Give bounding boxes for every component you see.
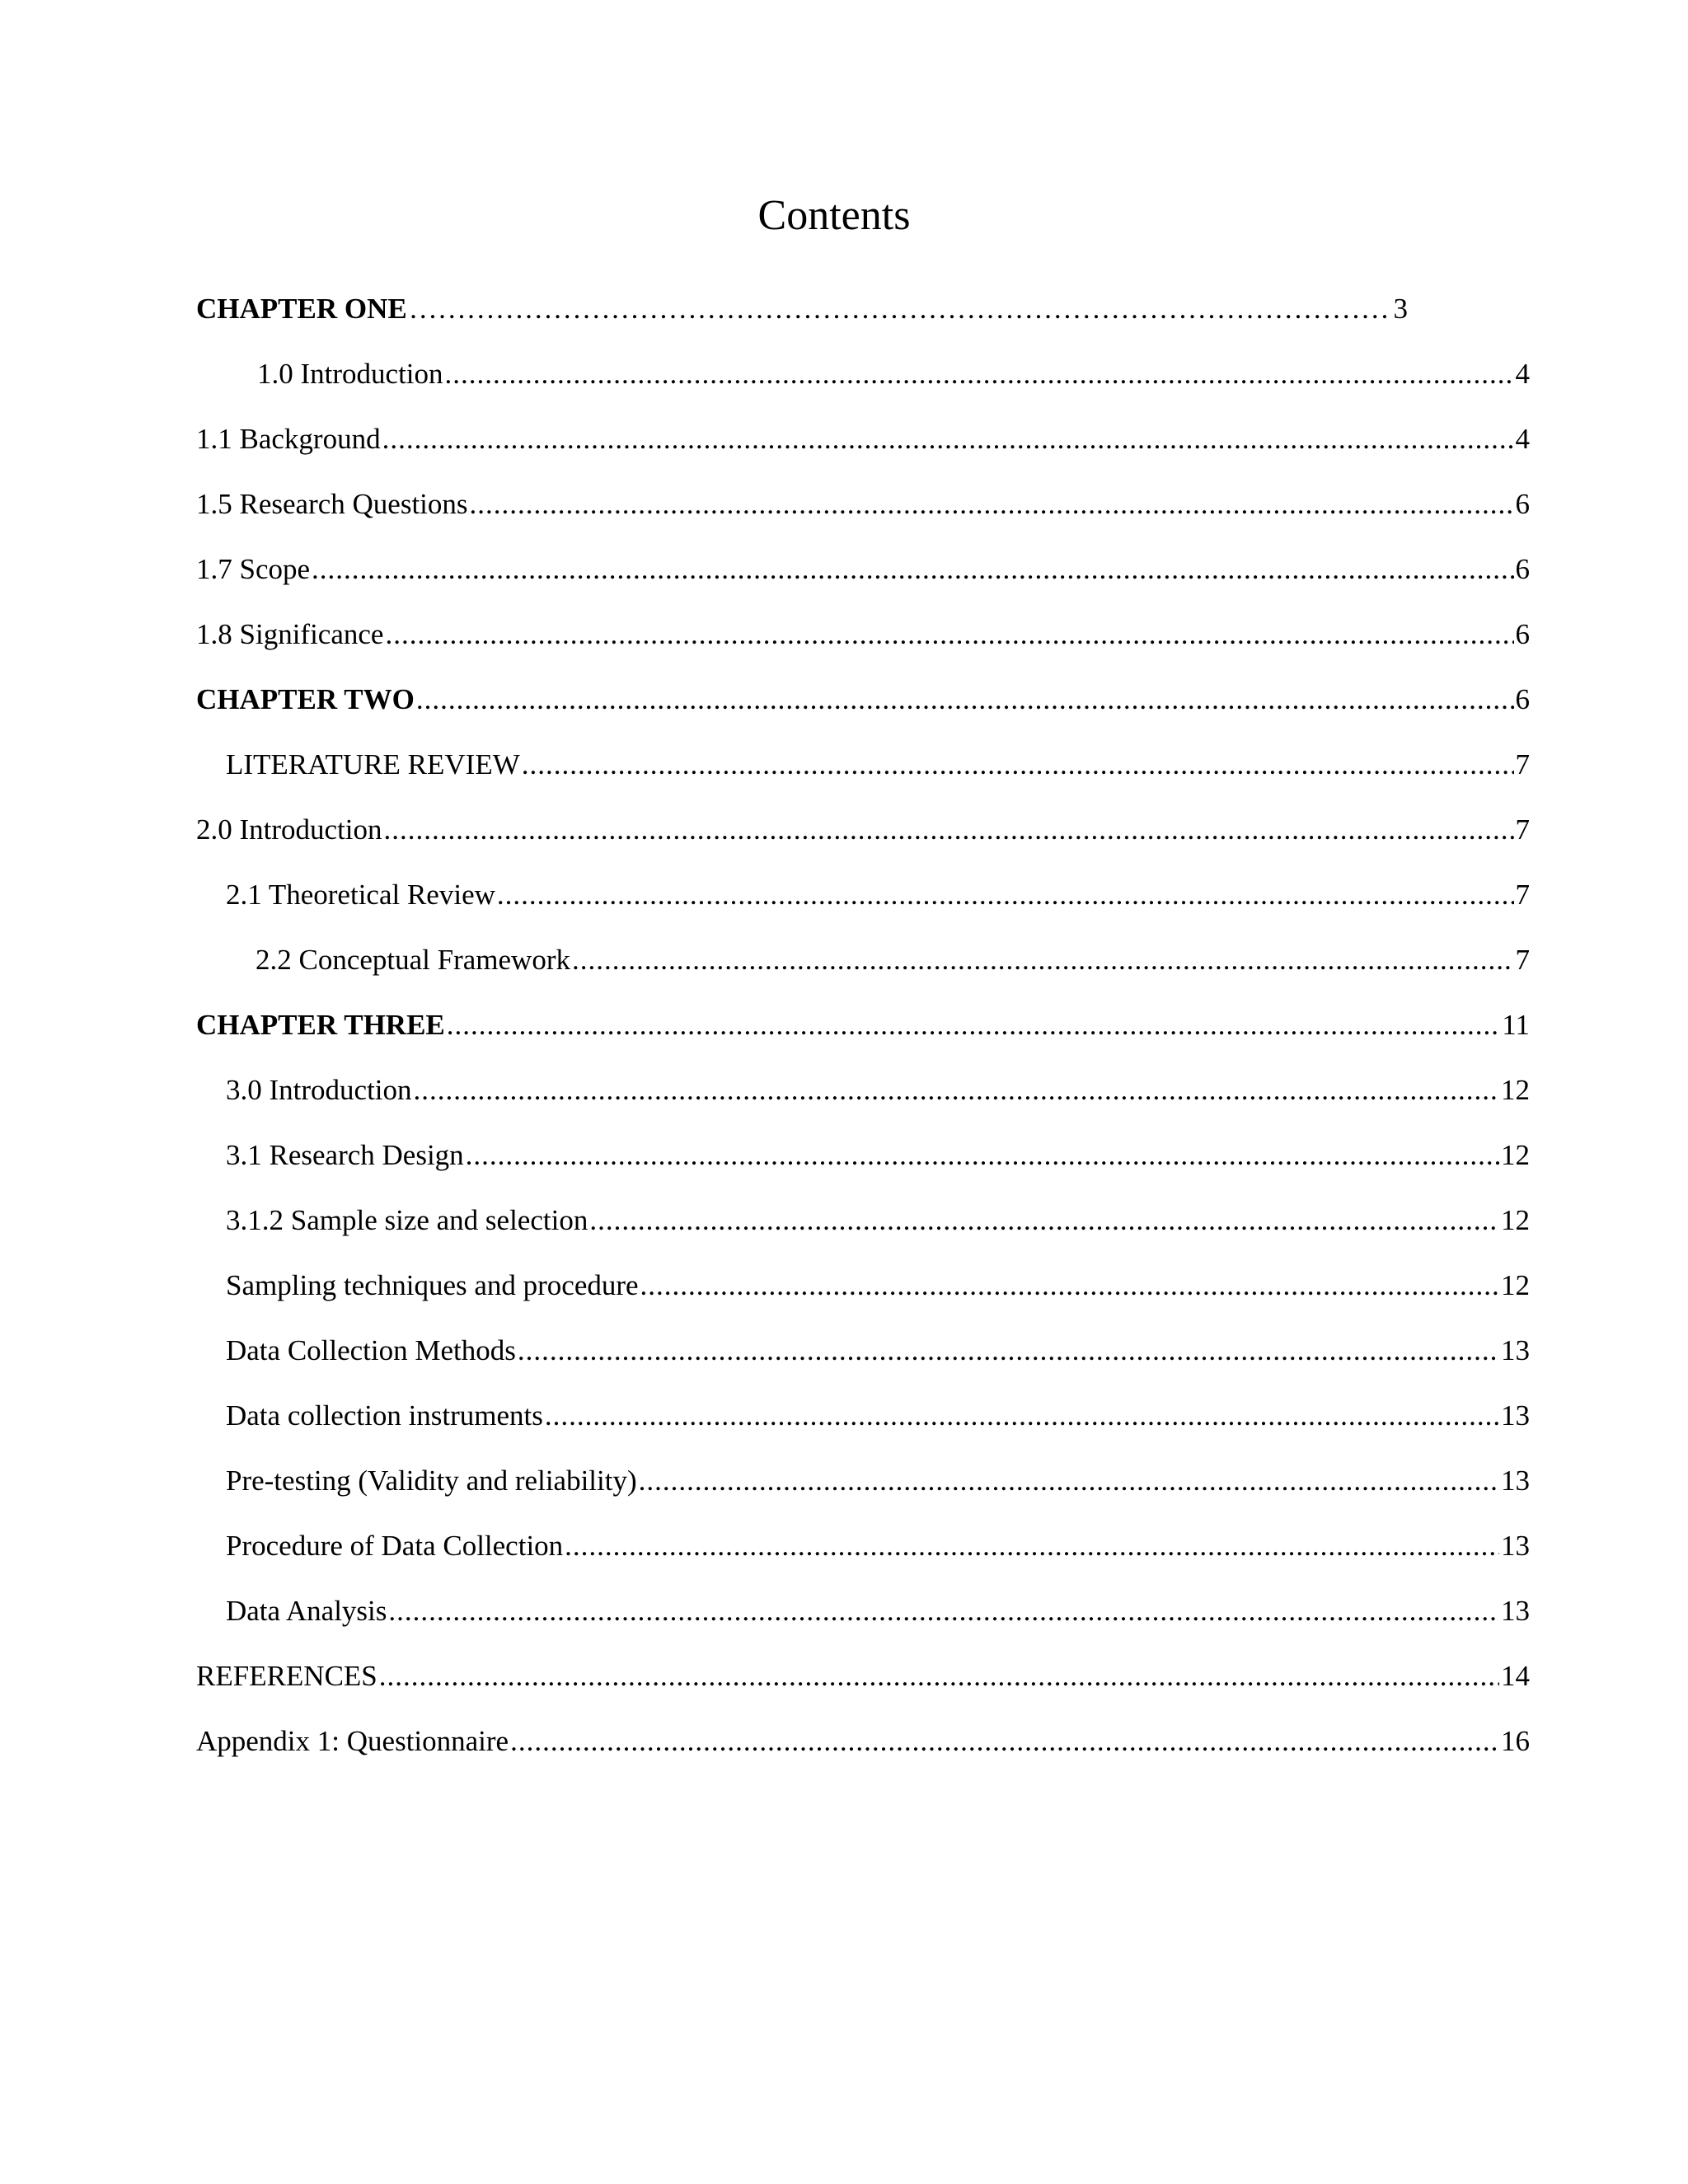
- toc-entry-label: 1.8 Significance: [196, 618, 384, 650]
- toc-page-number: 12: [1501, 1269, 1530, 1301]
- toc-leader: [565, 1526, 1499, 1567]
- toc-entry-label: Data Analysis: [226, 1595, 387, 1627]
- toc-page-number: 6: [1515, 488, 1530, 520]
- toc-leader: [388, 1591, 1499, 1632]
- toc-leader: [447, 1005, 1501, 1046]
- toc-entry-data-analysis[interactable]: [226, 1591, 1530, 1632]
- toc-page-number: 13: [1501, 1595, 1530, 1627]
- toc-entry-label: 2.0 Introduction: [196, 813, 382, 846]
- toc-entry-1-0-introduction[interactable]: [257, 354, 1530, 395]
- page-title: Contents: [757, 192, 911, 239]
- toc-leader: [416, 679, 1514, 720]
- toc-page-number: 16: [1501, 1725, 1530, 1757]
- toc-entry-label: CHAPTER ONE: [196, 293, 407, 325]
- toc-leader: [639, 1460, 1499, 1502]
- toc-page-number: 7: [1515, 879, 1530, 911]
- toc-leader: [640, 1265, 1499, 1306]
- toc-entry-label: CHAPTER TWO: [196, 683, 415, 715]
- toc-page-number: 6: [1515, 553, 1530, 585]
- toc-entry-label: 3.1 Research Design: [226, 1139, 464, 1171]
- toc-entry-label: CHAPTER THREE: [196, 1009, 445, 1041]
- toc-entry-chapter-three[interactable]: [196, 1005, 1530, 1046]
- toc-page-number: 12: [1501, 1204, 1530, 1236]
- toc-leader: [379, 1656, 1499, 1697]
- toc-page-number: 13: [1501, 1465, 1530, 1497]
- toc-page-number: 4: [1515, 423, 1530, 455]
- toc-page-number: 11: [1502, 1009, 1530, 1041]
- toc-entry-label: Data Collection Methods: [226, 1334, 516, 1366]
- toc-entry-data-collection-methods[interactable]: [226, 1330, 1530, 1371]
- toc-entry-label: 1.0 Introduction: [257, 358, 443, 390]
- toc-entry-sampling-techniques[interactable]: [226, 1265, 1530, 1306]
- toc-leader: [385, 614, 1513, 655]
- toc-entry-label: REFERENCES: [196, 1660, 377, 1692]
- toc-entry-1-5-research-questions[interactable]: [196, 484, 1530, 525]
- toc-entry-chapter-two[interactable]: [196, 679, 1530, 720]
- toc-entry-1-7-scope[interactable]: [196, 549, 1530, 590]
- toc-entry-label: Appendix 1: Questionnaire: [196, 1725, 509, 1757]
- toc-page-number: 13: [1501, 1530, 1530, 1562]
- toc-entry-references[interactable]: [196, 1656, 1530, 1697]
- toc-page-number: 13: [1501, 1334, 1530, 1366]
- toc-entry-label: 3.0 Introduction: [226, 1074, 412, 1106]
- toc-entry-1-8-significance[interactable]: [196, 614, 1530, 655]
- toc-entry-label: Pre-testing (Validity and reliability): [226, 1465, 637, 1497]
- toc-entry-label: 1.7 Scope: [196, 553, 311, 585]
- toc-page-number: 13: [1501, 1399, 1530, 1432]
- toc-leader: [545, 1395, 1499, 1436]
- toc-page-number: 4: [1515, 358, 1530, 390]
- toc-page-number: 7: [1515, 748, 1530, 780]
- toc-leader: [466, 1135, 1499, 1176]
- toc-leader: [470, 484, 1514, 525]
- toc-entry-label: Procedure of Data Collection: [226, 1530, 564, 1562]
- toc-leader: [518, 1330, 1499, 1371]
- toc-page-number: 6: [1515, 618, 1530, 650]
- toc-entry-label: 2.1 Theoretical Review: [226, 879, 495, 911]
- toc-entry-appendix-1[interactable]: [196, 1721, 1530, 1762]
- toc-page-number: 12: [1501, 1139, 1530, 1171]
- toc-page-number: 12: [1501, 1074, 1530, 1106]
- toc-entry-3-1-research-design[interactable]: [226, 1135, 1530, 1176]
- toc-leader: [572, 940, 1514, 981]
- toc-leader: [522, 744, 1514, 785]
- toc-entry-2-1-theoretical-review[interactable]: [226, 874, 1530, 916]
- toc-leader: [409, 288, 1392, 330]
- toc-page-number: 7: [1515, 944, 1530, 976]
- toc-entry-label: 3.1.2 Sample size and selection: [226, 1204, 588, 1236]
- toc-entry-label: LITERATURE REVIEW: [226, 748, 520, 780]
- toc-entry-label: 1.1 Background: [196, 423, 381, 455]
- toc-entry-chapter-one[interactable]: [196, 288, 1408, 330]
- toc-leader: [497, 874, 1514, 916]
- toc-page-number: 6: [1515, 683, 1530, 715]
- toc-leader: [382, 419, 1514, 460]
- toc-entry-label: 1.5 Research Questions: [196, 488, 468, 520]
- toc-page-number: 7: [1515, 813, 1530, 846]
- toc-leader: [589, 1200, 1499, 1241]
- toc-leader: [445, 354, 1514, 395]
- toc-entry-data-collection-instruments[interactable]: [226, 1395, 1530, 1436]
- toc-entry-2-2-conceptual-framework[interactable]: [256, 940, 1530, 981]
- toc-entry-label: Sampling techniques and procedure: [226, 1269, 639, 1301]
- toc-leader: [384, 809, 1514, 851]
- toc-entry-label: 2.2 Conceptual Framework: [256, 944, 570, 976]
- toc-entry-label: Data collection instruments: [226, 1399, 543, 1432]
- toc-entry-3-0-introduction[interactable]: [226, 1070, 1530, 1111]
- toc-entry-1-1-background[interactable]: [196, 419, 1530, 460]
- toc-page-number: 14: [1501, 1660, 1530, 1692]
- toc-leader: [312, 549, 1513, 590]
- toc-leader: [414, 1070, 1499, 1111]
- toc-leader: [510, 1721, 1499, 1762]
- toc-entry-procedure-of-data-collection[interactable]: [226, 1526, 1530, 1567]
- toc-page-number: 3: [1393, 293, 1408, 325]
- toc-entry-2-0-introduction[interactable]: [196, 809, 1530, 851]
- toc-entry-3-1-2-sample-size[interactable]: [226, 1200, 1530, 1241]
- toc-entry-literature-review[interactable]: [226, 744, 1530, 785]
- toc-entry-pre-testing[interactable]: [226, 1460, 1530, 1502]
